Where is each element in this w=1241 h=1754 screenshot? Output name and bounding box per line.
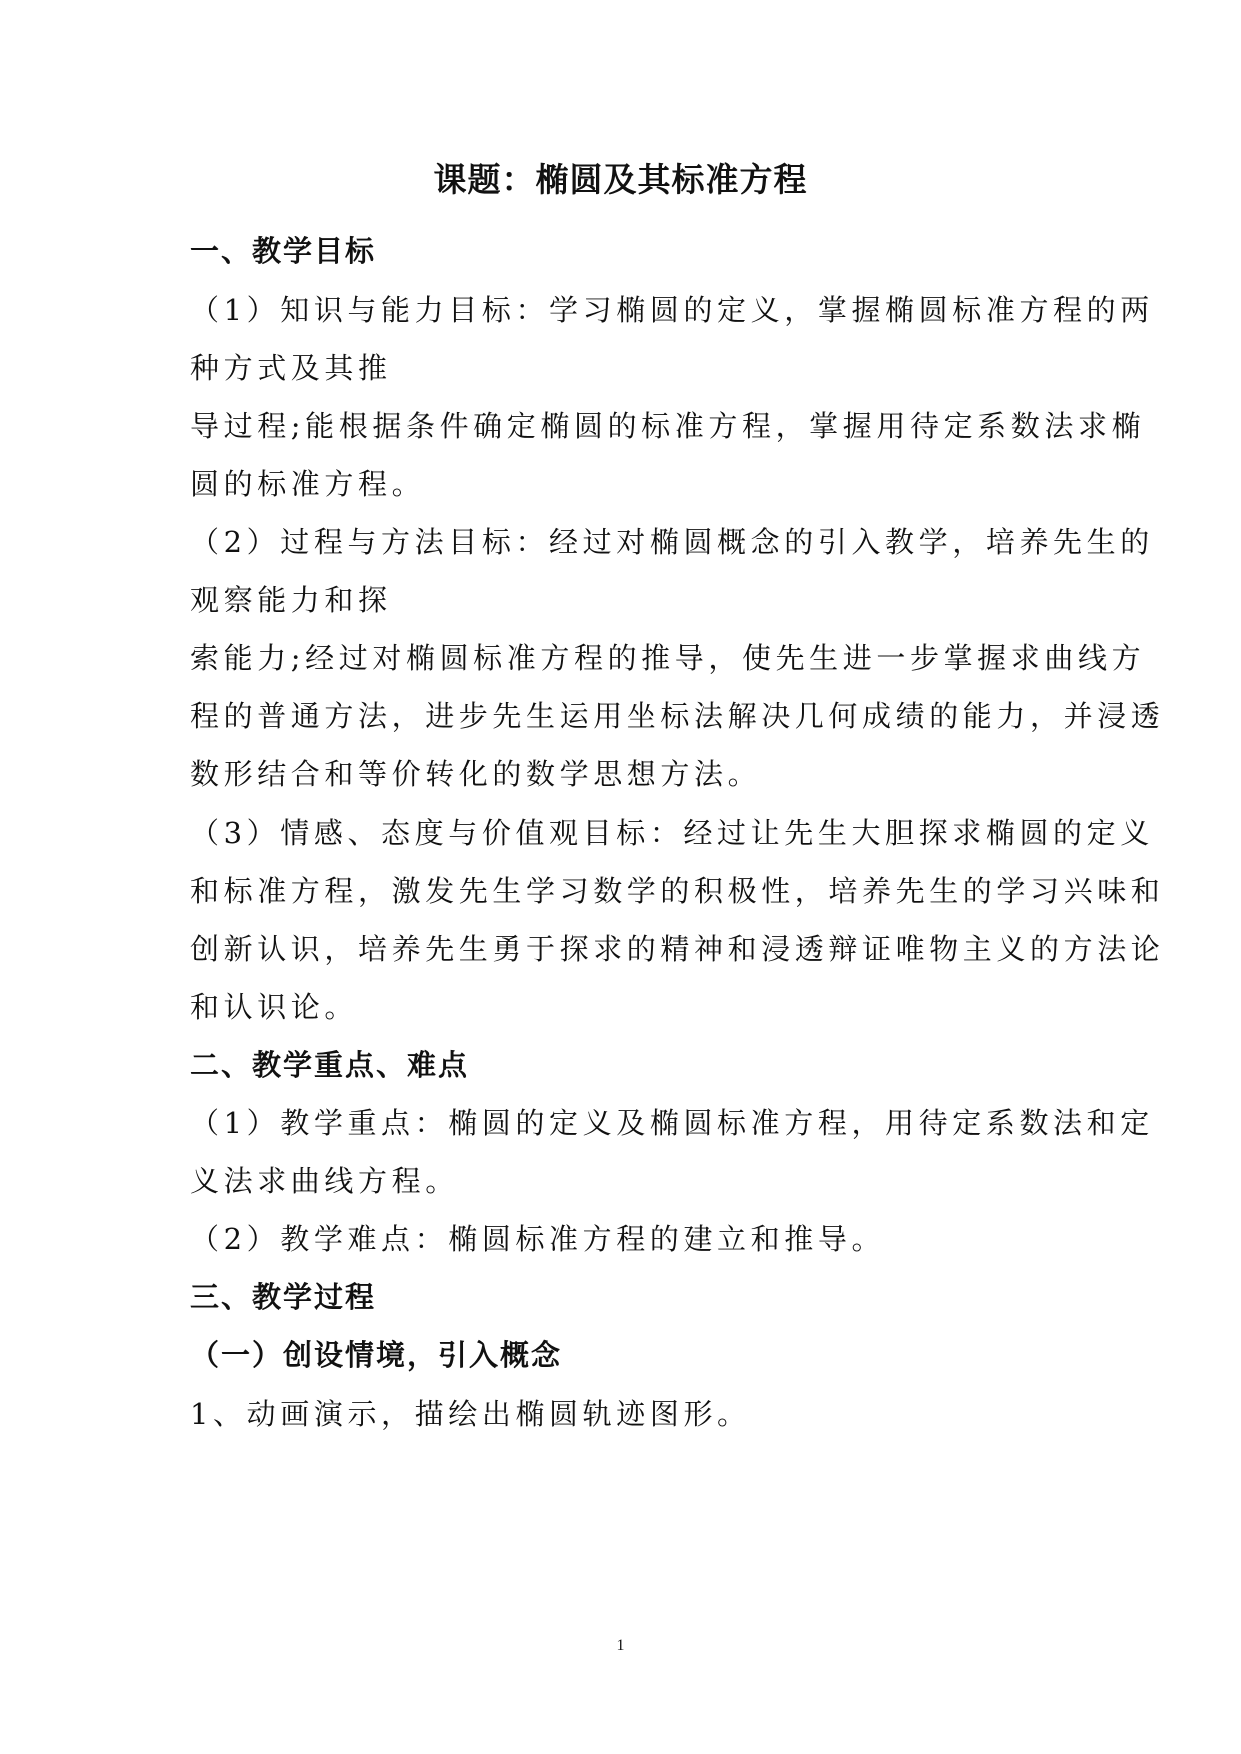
paragraph-line: （2）过程与方法目标：经过对椭圆概念的引入教学，培养先生的 — [190, 525, 1154, 559]
section-heading-teaching-process: 三、教学过程 — [190, 1280, 377, 1314]
paragraph-line: 观察能力和探 — [190, 583, 392, 617]
subsection-heading: （一）创设情境，引入概念 — [190, 1338, 563, 1372]
paragraph-line: （3）情感、态度与价值观目标：经过让先生大胆探求椭圆的定义 — [190, 816, 1154, 850]
paragraph-line: （2）教学难点：椭圆标准方程的建立和推导。 — [190, 1222, 886, 1256]
paragraph-line: 数形结合和等价转化的数学思想方法。 — [190, 757, 762, 791]
paragraph-line: 和认识论。 — [190, 990, 359, 1024]
paragraph-line: 程的普通方法，进步先生运用坐标法解决几何成绩的能力，并浸透 — [190, 699, 1165, 733]
page-number: 1 — [616, 1637, 625, 1654]
paragraph-line: 索能力;经过对椭圆标准方程的推导，使先生进一步掌握求曲线方 — [190, 641, 1146, 675]
paragraph-line: 导过程;能根据条件确定椭圆的标准方程，掌握用待定系数法求椭 — [190, 409, 1146, 443]
document-title: 课题：椭圆及其标准方程 — [433, 160, 808, 199]
paragraph-line: （1）教学重点：椭圆的定义及椭圆标准方程，用待定系数法和定 — [190, 1106, 1154, 1140]
paragraph-line: 创新认识，培养先生勇于探求的精神和浸透辩证唯物主义的方法论 — [190, 932, 1165, 966]
paragraph-line: 圆的标准方程。 — [190, 467, 426, 501]
section-heading-key-points: 二、教学重点、难点 — [190, 1048, 470, 1082]
paragraph-line: 义法求曲线方程。 — [190, 1164, 459, 1198]
paragraph-line: 1、动画演示，描绘出椭圆轨迹图形。 — [190, 1397, 751, 1431]
paragraph-line: 和标准方程，激发先生学习数学的积极性，培养先生的学习兴味和 — [190, 874, 1165, 908]
paragraph-line: （1）知识与能力目标：学习椭圆的定义，掌握椭圆标准方程的两 — [190, 293, 1154, 327]
paragraph-line: 种方式及其推 — [190, 351, 392, 385]
section-heading-teaching-goals: 一、教学目标 — [190, 234, 377, 268]
